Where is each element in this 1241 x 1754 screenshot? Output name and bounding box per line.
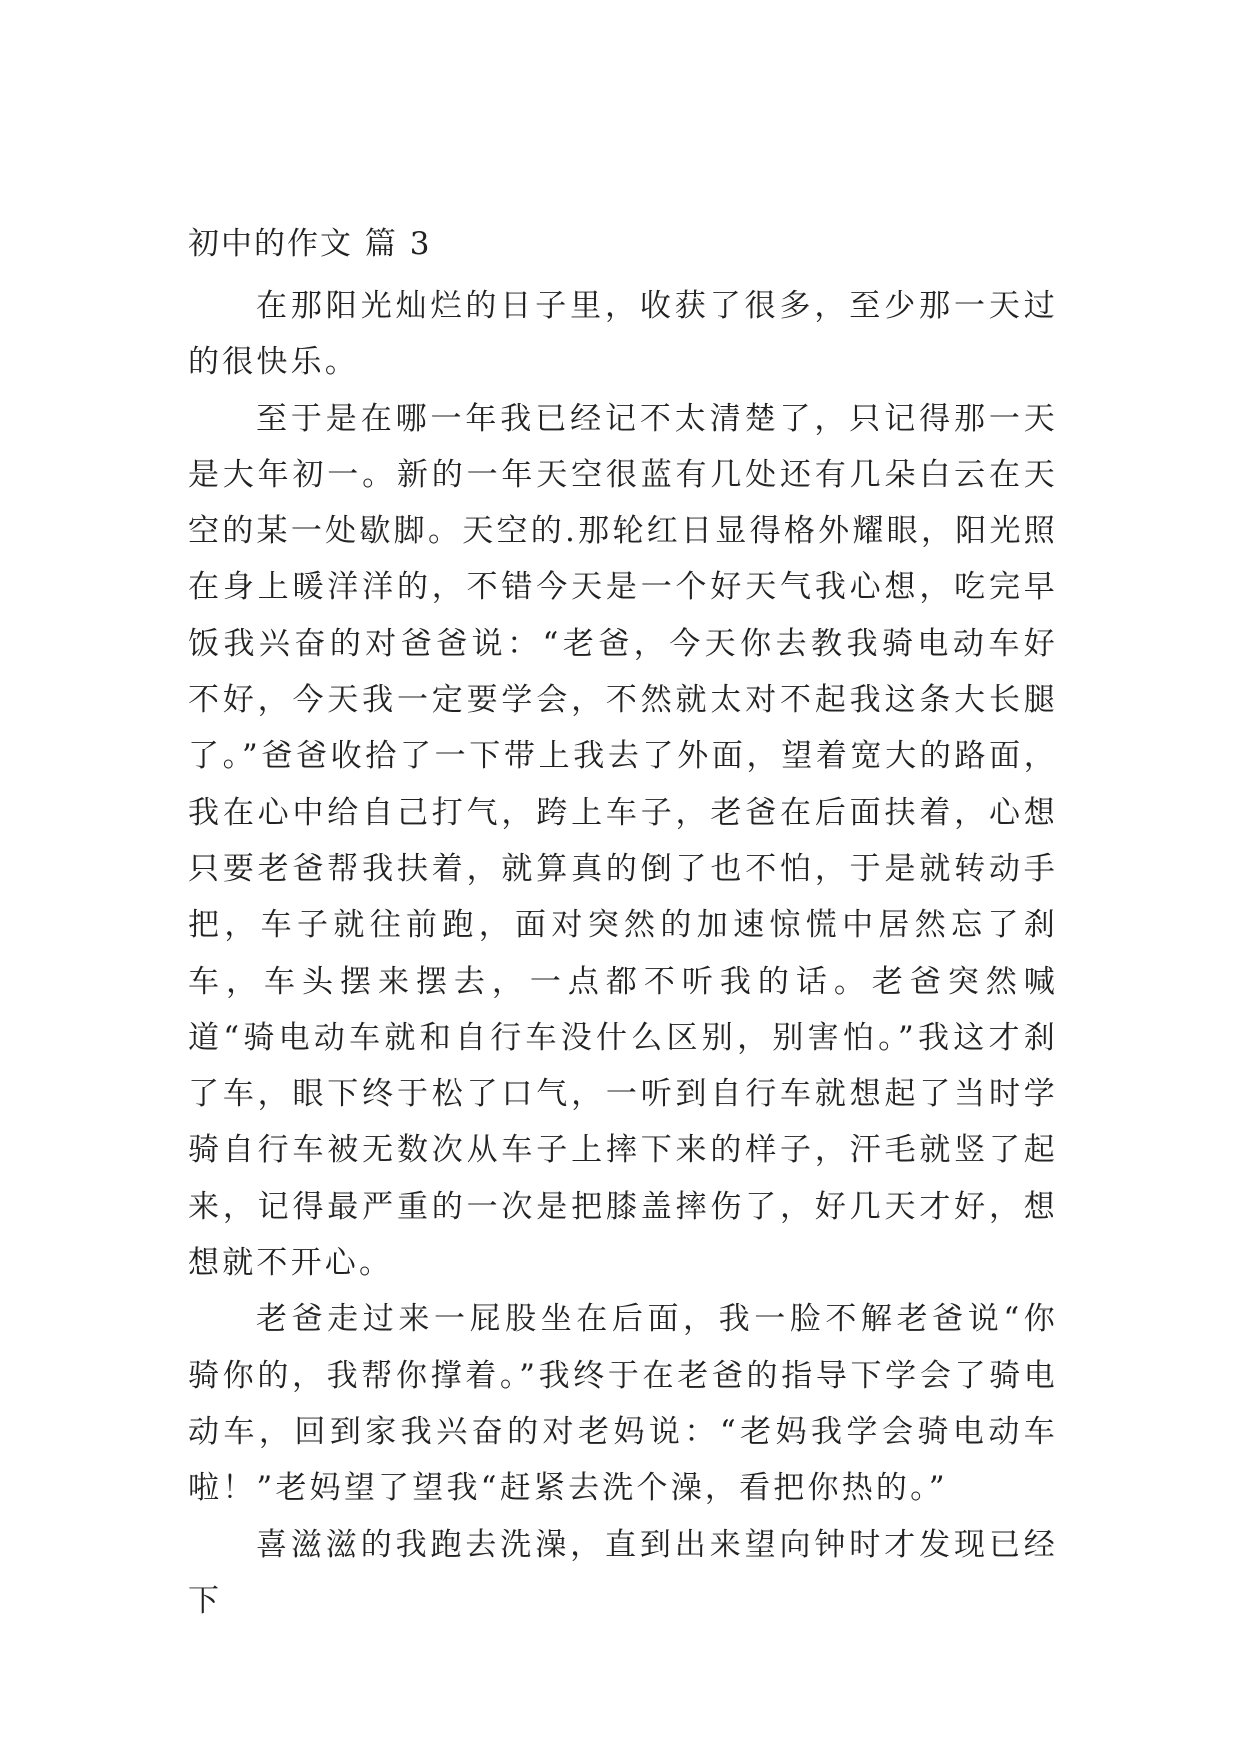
paragraph-4: 喜滋滋的我跑去洗澡，直到出来望向钟时才发现已经下 (188, 1526, 1058, 1619)
paragraph-3: 老爸走过来一屁股坐在后面，我一脸不解老爸说“你骑你的，我帮你撑着。”我终于在老爸的指导下学会了骑电动车，回到家我兴奋的对老妈说：“老妈我学会骑电动车啦！”老妈望了望我“赶紧去洗个澡，看把你热的。” (188, 1301, 1058, 1507)
essay-title: 初中的作文 篇 3 (188, 226, 432, 262)
essay-body (188, 278, 1058, 1629)
paragraph-2: 至于是在哪一年我已经记不太清楚了，只记得那一天是大年初一。新的一年天空很蓝有几处还有几朵白云在天空的某一处歇脚。天空的.那轮红日显得格外耀眼，阳光照在身上暖洋洋的，不错今天是一个好天气我心想，吃完早饭我兴奋的对爸爸说：“老爸，今天你去教我骑电动车好不好，今天我一定要学会，不然就太对不起我这条大长腿了。”爸爸收拾了一下带上我去了外面，望着宽大的路面，我在心中给自己打气，跨上车子，老爸在后面扶着，心想只要老爸帮我扶着，就算真的倒了也不怕，于是就转动手把，车子就往前跑，面对突然的加速惊慌中居然忘了刹车，车头摆来摆去，一点都不听我的话。老爸突然喊道“骑电动车就和自行车没什么区别，别害怕。”我这才刹了车，眼下终于松了口气，一听到自行车就想起了当时学骑自行车被无数次从车子上摔下来的样子，汗毛就竖了起来，记得最严重的一次是把膝盖摔伤了，好几天才好，想想就不开心。 (188, 400, 1058, 1282)
paragraph-1: 在那阳光灿烂的日子里，收获了很多，至少那一天过的很快乐。 (188, 288, 1058, 381)
